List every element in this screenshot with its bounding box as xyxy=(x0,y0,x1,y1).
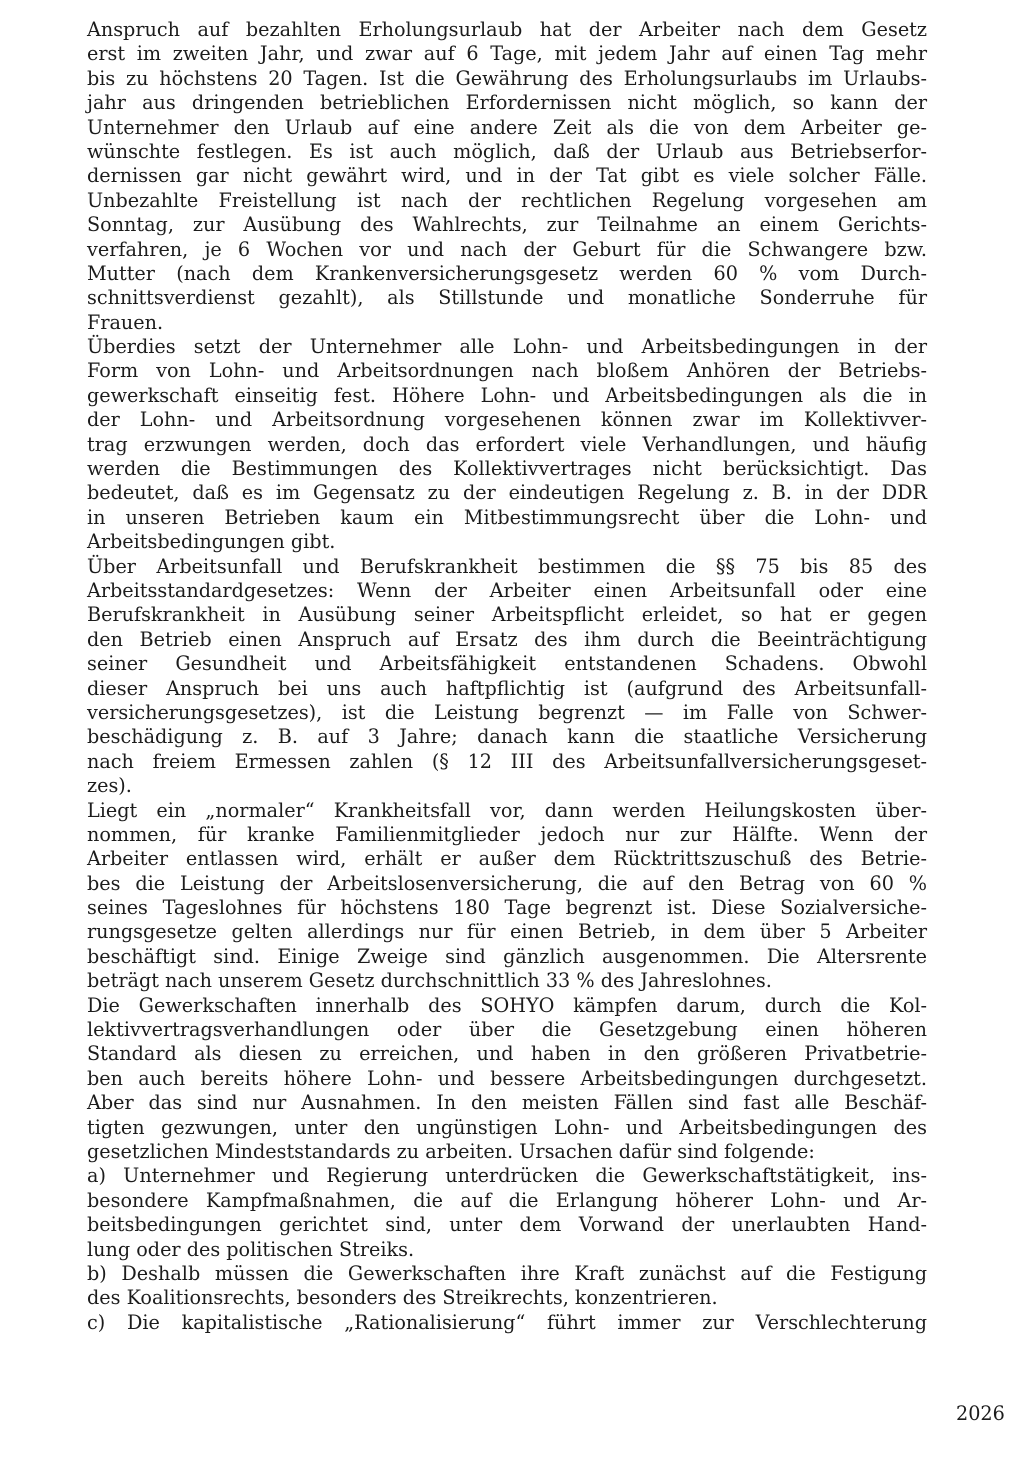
text-line: b) Deshalb müssen die Gewerkschaften ihre Kraft zunächst auf die Festigung xyxy=(87,1261,927,1285)
text-line: versicherungsgesetzes), ist die Leistung begrenzt — im Falle von Schwer- xyxy=(87,700,927,724)
text-line: schnittsverdienst gezahlt), als Stillstunde und monatliche Sonderruhe für xyxy=(87,286,927,310)
body-text xyxy=(87,18,927,1335)
text-line: besondere Kampfmaßnahmen, die auf die Erlangung höherer Lohn- und Ar- xyxy=(87,1188,927,1212)
text-line: a) Unternehmer und Regierung unterdrücken die Gewerkschaftstätigkeit, ins- xyxy=(87,1164,927,1188)
text-line: trag erzwungen werden, doch das erfordert viele Verhandlungen, und häufig xyxy=(87,432,927,456)
text-line: werden die Bestimmungen des Kollektivvertrages nicht berücksichtigt. Das xyxy=(87,457,927,481)
text-line: Frauen. xyxy=(87,310,164,334)
text-line: Die Gewerkschaften innerhalb des SOHYO kämpfen darum, durch die Kol- xyxy=(87,993,927,1017)
text-line: Aber das sind nur Ausnahmen. In den meisten Fällen sind fast alle Beschäf- xyxy=(87,1091,927,1115)
text-line: Liegt ein „normaler“ Krankheitsfall vor, dann werden Heilungskosten über- xyxy=(87,798,927,822)
text-line: Arbeiter entlassen wird, erhält er außer dem Rücktrittszuschuß des Betrie- xyxy=(87,847,927,871)
text-line: gewerkschaft einseitig fest. Höhere Lohn- und Arbeitsbedingungen als die in xyxy=(87,383,927,407)
text-line: beschädigung z. B. auf 3 Jahre; danach kann die staatliche Versicherung xyxy=(87,725,927,749)
text-line: in unseren Betrieben kaum ein Mitbestimmungsrecht über die Lohn- und xyxy=(87,505,927,529)
text-line: verfahren, je 6 Wochen vor und nach der Geburt für die Schwangere bzw. xyxy=(87,237,927,261)
text-line: Berufskrankheit in Ausübung seiner Arbeitspflicht erleidet, so hat er gegen xyxy=(87,603,927,627)
text-line: beschäftigt sind. Einige Zweige sind gänzlich ausgenommen. Die Altersrente xyxy=(87,944,927,968)
text-line: lektivvertragsverhandlungen oder über die Gesetzgebung einen höheren xyxy=(87,1018,927,1042)
text-line: Arbeitsbedingungen gibt. xyxy=(87,530,336,554)
text-line: Form von Lohn- und Arbeitsordnungen nach bloßem Anhören der Betriebs- xyxy=(87,359,927,383)
text-line: Überdies setzt der Unternehmer alle Lohn- und Arbeitsbedingungen in der xyxy=(87,335,927,359)
text-line: beitsbedingungen gerichtet sind, unter dem Vorwand der unerlaubten Hand- xyxy=(87,1213,927,1237)
text-line: Standard als diesen zu erreichen, und haben in den größeren Privatbetrie- xyxy=(87,1042,927,1066)
text-line: seines Tageslohnes für höchstens 180 Tage begrenzt ist. Diese Sozialversiche- xyxy=(87,896,927,920)
text-line: Unternehmer den Urlaub auf eine andere Zeit als die von dem Arbeiter ge- xyxy=(87,115,927,139)
text-line: seiner Gesundheit und Arbeitsfähigkeit entstandenen Schadens. Obwohl xyxy=(87,652,927,676)
text-line: dernissen gar nicht gewährt wird, und in der Tat gibt es viele solcher Fälle. xyxy=(87,164,927,188)
text-line: bes die Leistung der Arbeitslosenversicherung, die auf den Betrag von 60 % xyxy=(87,871,927,895)
text-line: dieser Anspruch bei uns auch haftpflichtig ist (aufgrund des Arbeitsunfall- xyxy=(87,676,927,700)
text-line: erst im zweiten Jahr, und zwar auf 6 Tage, mit jedem Jahr auf einen Tag mehr xyxy=(87,42,927,66)
text-line: ben auch bereits höhere Lohn- und bessere Arbeitsbedingungen durchgesetzt. xyxy=(87,1066,927,1090)
text-line: Sonntag, zur Ausübung des Wahlrechts, zur Teilnahme an einem Gerichts- xyxy=(87,213,927,237)
text-line: des Koalitionsrechts, besonders des Streikrechts, konzentrieren. xyxy=(87,1286,718,1310)
page-number: 2026 xyxy=(956,1402,1005,1425)
text-line: Mutter (nach dem Krankenversicherungsgesetz werden 60 % vom Durch- xyxy=(87,261,927,285)
text-line: lung oder des politischen Streiks. xyxy=(87,1237,415,1261)
text-line: gesetzlichen Mindeststandards zu arbeiten. Ursachen dafür sind folgende: xyxy=(87,1139,815,1163)
text-line: rungsgesetze gelten allerdings nur für einen Betrieb, in dem über 5 Arbeiter xyxy=(87,920,927,944)
text-line: c) Die kapitalistische „Rationalisierung“ führt immer zur Verschlechterung xyxy=(87,1310,927,1334)
text-line: nommen, für kranke Familienmitglieder jedoch nur zur Hälfte. Wenn der xyxy=(87,822,927,846)
text-line: wünschte festlegen. Es ist auch möglich, daß der Urlaub aus Betriebserfor- xyxy=(87,139,927,163)
text-line: tigten gezwungen, unter den ungünstigen Lohn- und Arbeitsbedingungen des xyxy=(87,1115,927,1139)
text-line: zes). xyxy=(87,774,132,798)
text-line: Über Arbeitsunfall und Berufskrankheit bestimmen die §§ 75 bis 85 des xyxy=(87,554,927,578)
text-line: Unbezahlte Freistellung ist nach der rechtlichen Regelung vorgesehen am xyxy=(87,188,927,212)
text-line: Arbeitsstandardgesetzes: Wenn der Arbeiter einen Arbeitsunfall oder eine xyxy=(87,578,927,602)
text-line: beträgt nach unserem Gesetz durchschnittlich 33 % des Jahreslohnes. xyxy=(87,969,772,993)
text-line: nach freiem Ermessen zahlen (§ 12 III des Arbeitsunfallversicherungsgeset- xyxy=(87,749,927,773)
text-line: den Betrieb einen Anspruch auf Ersatz des ihm durch die Beeinträchtigung xyxy=(87,627,927,651)
text-line: jahr aus dringenden betrieblichen Erfordernissen nicht möglich, so kann der xyxy=(87,91,927,115)
text-line: der Lohn- und Arbeitsordnung vorgesehenen können zwar im Kollektivver- xyxy=(87,408,927,432)
text-line: bedeutet, daß es im Gegensatz zu der eindeutigen Regelung z. B. in der DDR xyxy=(87,481,927,505)
text-line: Anspruch auf bezahlten Erholungsurlaub hat der Arbeiter nach dem Gesetz xyxy=(87,18,927,41)
text-line: bis zu höchstens 20 Tagen. Ist die Gewährung des Erholungsurlaubs im Urlaubs- xyxy=(87,66,927,90)
